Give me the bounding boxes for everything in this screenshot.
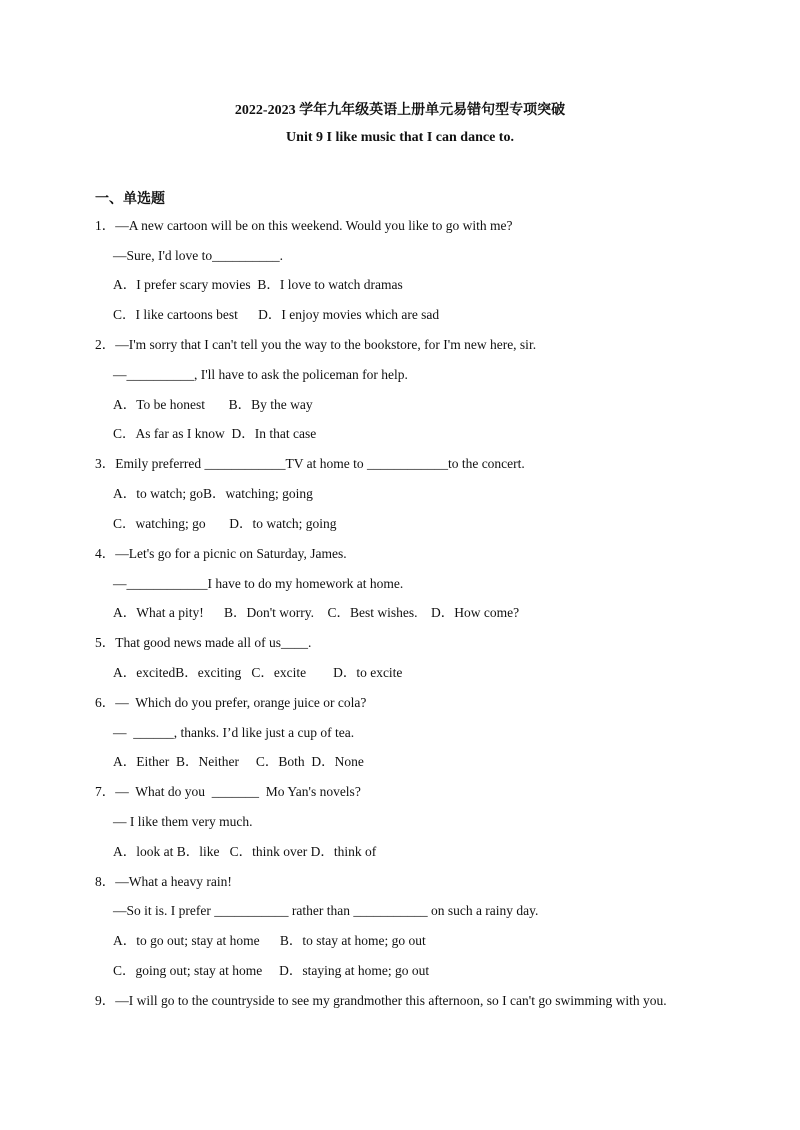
question-stem: 1．—A new cartoon will be on this weekend. Would you like to go with me? [95, 218, 513, 233]
question-options: A．I prefer scary movies B．I love to watch dramas [113, 277, 403, 292]
document-title: 2022-2023 学年九年级英语上册单元易错句型专项突破 [234, 103, 566, 118]
question-stem: 7．— What do you _______ Mo Yan's novels? [95, 784, 361, 799]
question-options: C．going out; stay at home D．staying at home; go out [113, 963, 430, 978]
question-options: A．What a pity! B．Don't worry. C．Best wishes. D．How come? [113, 605, 520, 620]
question-options: A．excitedB．exciting C．excite D．to excite [113, 665, 403, 680]
question-options: A．to watch; goB．watching; going [113, 486, 313, 501]
question-options: A．to go out; stay at home B．to stay at home; go out [113, 933, 426, 948]
question-dialogue: — ______, thanks. I’d like just a cup of tea. [113, 725, 355, 740]
question-options: C．I like cartoons best D．I enjoy movies which are sad [113, 307, 440, 322]
question-options: A．look at B．like C．think over D．think of [113, 844, 377, 859]
section-heading: 一、单选题 [95, 192, 165, 207]
question-dialogue: —__________, I'll have to ask the policeman for help. [113, 367, 408, 382]
question-options: C．watching; go D．to watch; going [113, 516, 337, 531]
question-options: A．Either B．Neither C．Both D．None [113, 754, 364, 769]
question-stem: 5．That good news made all of us____. [95, 635, 312, 650]
question-stem: 6．— Which do you prefer, orange juice or cola? [95, 695, 367, 710]
question-options: A．To be honest B．By the way [113, 397, 313, 412]
question-stem: 4．—Let's go for a picnic on Saturday, James. [95, 546, 347, 561]
question-stem: 3．Emily preferred ____________TV at home to ____________to the concert. [95, 456, 525, 471]
question-stem: 8．—What a heavy rain! [95, 874, 232, 889]
document-subtitle: Unit 9 I like music that I can dance to. [286, 130, 514, 145]
question-dialogue: —Sure, I'd love to__________. [113, 248, 284, 263]
question-dialogue: —____________I have to do my homework at home. [113, 576, 404, 591]
question-stem: 9．—I will go to the countryside to see my grandmother this afternoon, so I can't go swimming with you. [95, 993, 667, 1008]
question-dialogue: — I like them very much. [113, 814, 253, 829]
question-dialogue: —So it is. I prefer ___________ rather than ___________ on such a rainy day. [113, 903, 539, 918]
question-stem: 2．—I'm sorry that I can't tell you the way to the bookstore, for I'm new here, sir. [95, 337, 537, 352]
question-options: C．As far as I know D．In that case [113, 426, 317, 441]
